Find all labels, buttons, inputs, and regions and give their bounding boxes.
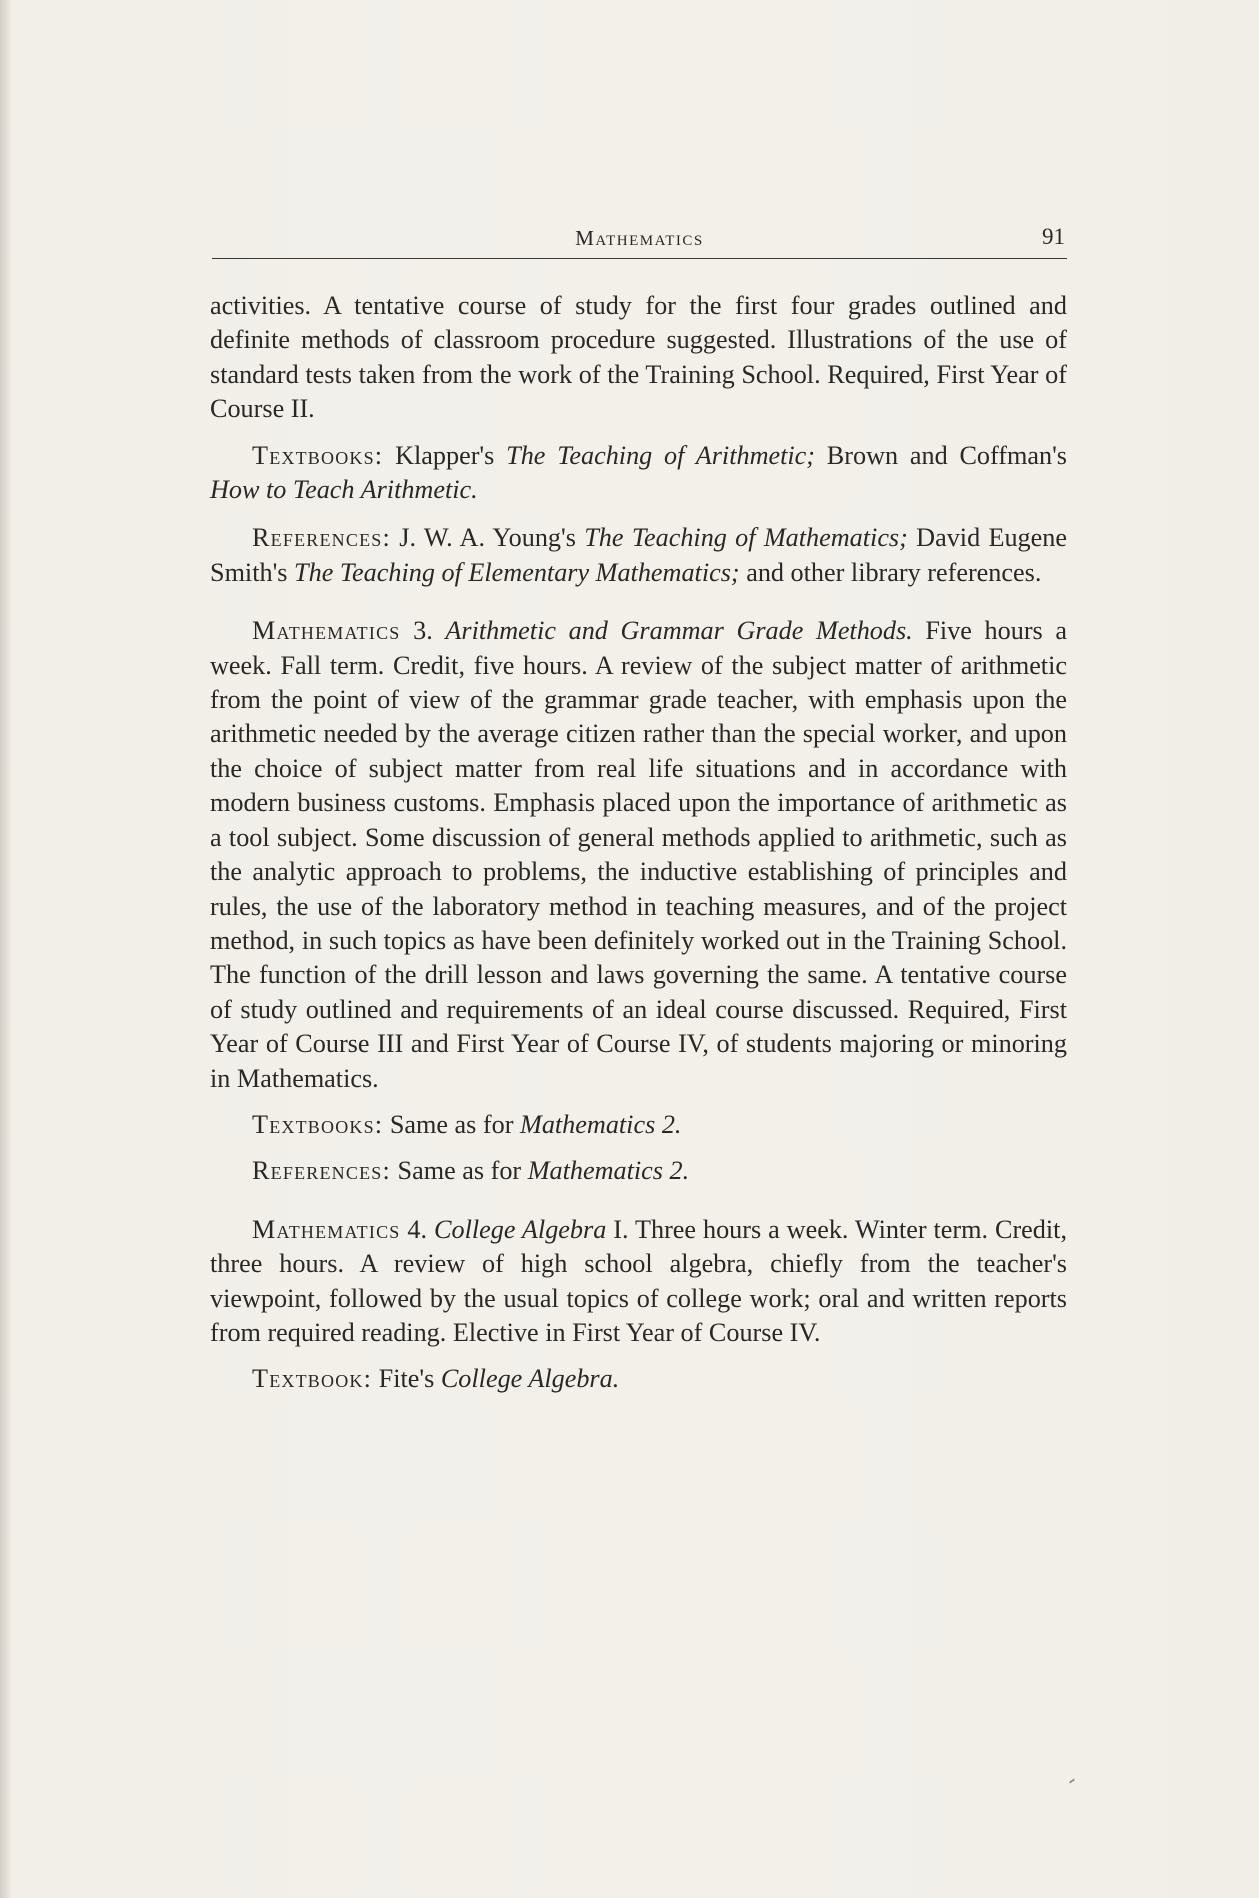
textbooks-label: Textbooks: <box>252 1109 384 1139</box>
book-title: Mathematics 2. <box>520 1109 682 1139</box>
references-entry-mathematics-3 <box>210 1154 1067 1188</box>
textbook-entry-mathematics-4 <box>210 1362 1067 1396</box>
paragraph-activities: activities. A tentative course of study for the first four grades outlined and definite methods of classroom procedure suggested. Illustrations of the use of standard tests taken from the work of the Training School. Required, First Year of Course II. <box>210 291 1067 424</box>
running-head <box>212 222 1067 259</box>
book-title: How to Teach Arithmetic. <box>210 475 478 505</box>
book-title: College Algebra. <box>440 1364 620 1394</box>
course-mathematics-3 <box>210 614 1067 1096</box>
text-span: and other library references. <box>739 557 1042 587</box>
book-title: The Teaching of Mathematics; <box>584 523 908 553</box>
textbook-label: Textbook: <box>252 1364 373 1394</box>
text-span: David Eugene Smith's <box>210 523 1067 587</box>
body-text <box>210 289 1067 1397</box>
text-span: Fite's <box>372 1364 441 1394</box>
text-span: Same as for <box>390 1156 528 1186</box>
page-speck <box>1069 1778 1075 1783</box>
references-label: References: <box>252 1156 391 1186</box>
textbooks-entry-mathematics-3 <box>210 1108 1067 1142</box>
course-title: College Algebra <box>434 1214 607 1244</box>
text-span: Brown and Coffman's <box>815 440 1067 470</box>
course-description: I. Three hours a week. Winter term. Credit, three hours. A review of high school algebra, chiefly from the teacher's viewpoint, followed by the usual topics of college work; oral and written reports from required reading. Elective in First Year of Course IV. <box>210 1214 1067 1347</box>
references-label: References: <box>252 523 391 553</box>
course-number: 4. <box>400 1214 435 1244</box>
course-mathematics-4 <box>210 1213 1067 1351</box>
course-label: Mathematics <box>252 1214 401 1244</box>
book-title: The Teaching of Elementary Mathematics; <box>294 557 740 587</box>
running-title: Mathematics <box>575 226 704 250</box>
book-title: Mathematics 2. <box>527 1156 690 1186</box>
textbooks-label: Textbooks: <box>252 440 384 470</box>
text-span: J. W. A. Young's <box>390 523 585 553</box>
page-number: 91 <box>1042 224 1065 249</box>
text-span: Klapper's <box>383 440 507 470</box>
page-binding-edge <box>0 0 10 1898</box>
references-entry-mathematics-2 <box>210 521 1067 590</box>
course-description: Five hours a week. Fall term. Credit, five hours. A review of the subject matter of arithmetic from the point of view of the grammar grade teacher, with emphasis upon the arithmetic needed by the average citizen rather than the special worker, and upon the choice of subject matter from real life situations and in accordance with modern business customs. Emphasis placed upon the importance of arithmetic as a tool subject. Some discussion of general methods applied to arithmetic, such as the analytic approach to problems, the inductive establishing of principles and rules, the use of the laboratory method in teaching measures, and of the project method, in such topics as have been definitely worked out in the Training School. The function of the drill lesson and laws governing the same. A tentative course of study outlined and requirements of an ideal course discussed. Required, First Year of Course III and First Year of Course IV, of students majoring or minoring in Mathematics. <box>210 616 1068 1093</box>
book-title: The Teaching of Arithmetic; <box>506 440 815 470</box>
textbooks-entry-mathematics-2 <box>210 439 1067 508</box>
course-label: Mathematics <box>252 616 401 646</box>
text-span: Same as for <box>383 1109 520 1139</box>
course-title: Arithmetic and Grammar Grade Methods. <box>445 616 913 646</box>
course-number: 3. <box>400 616 446 646</box>
